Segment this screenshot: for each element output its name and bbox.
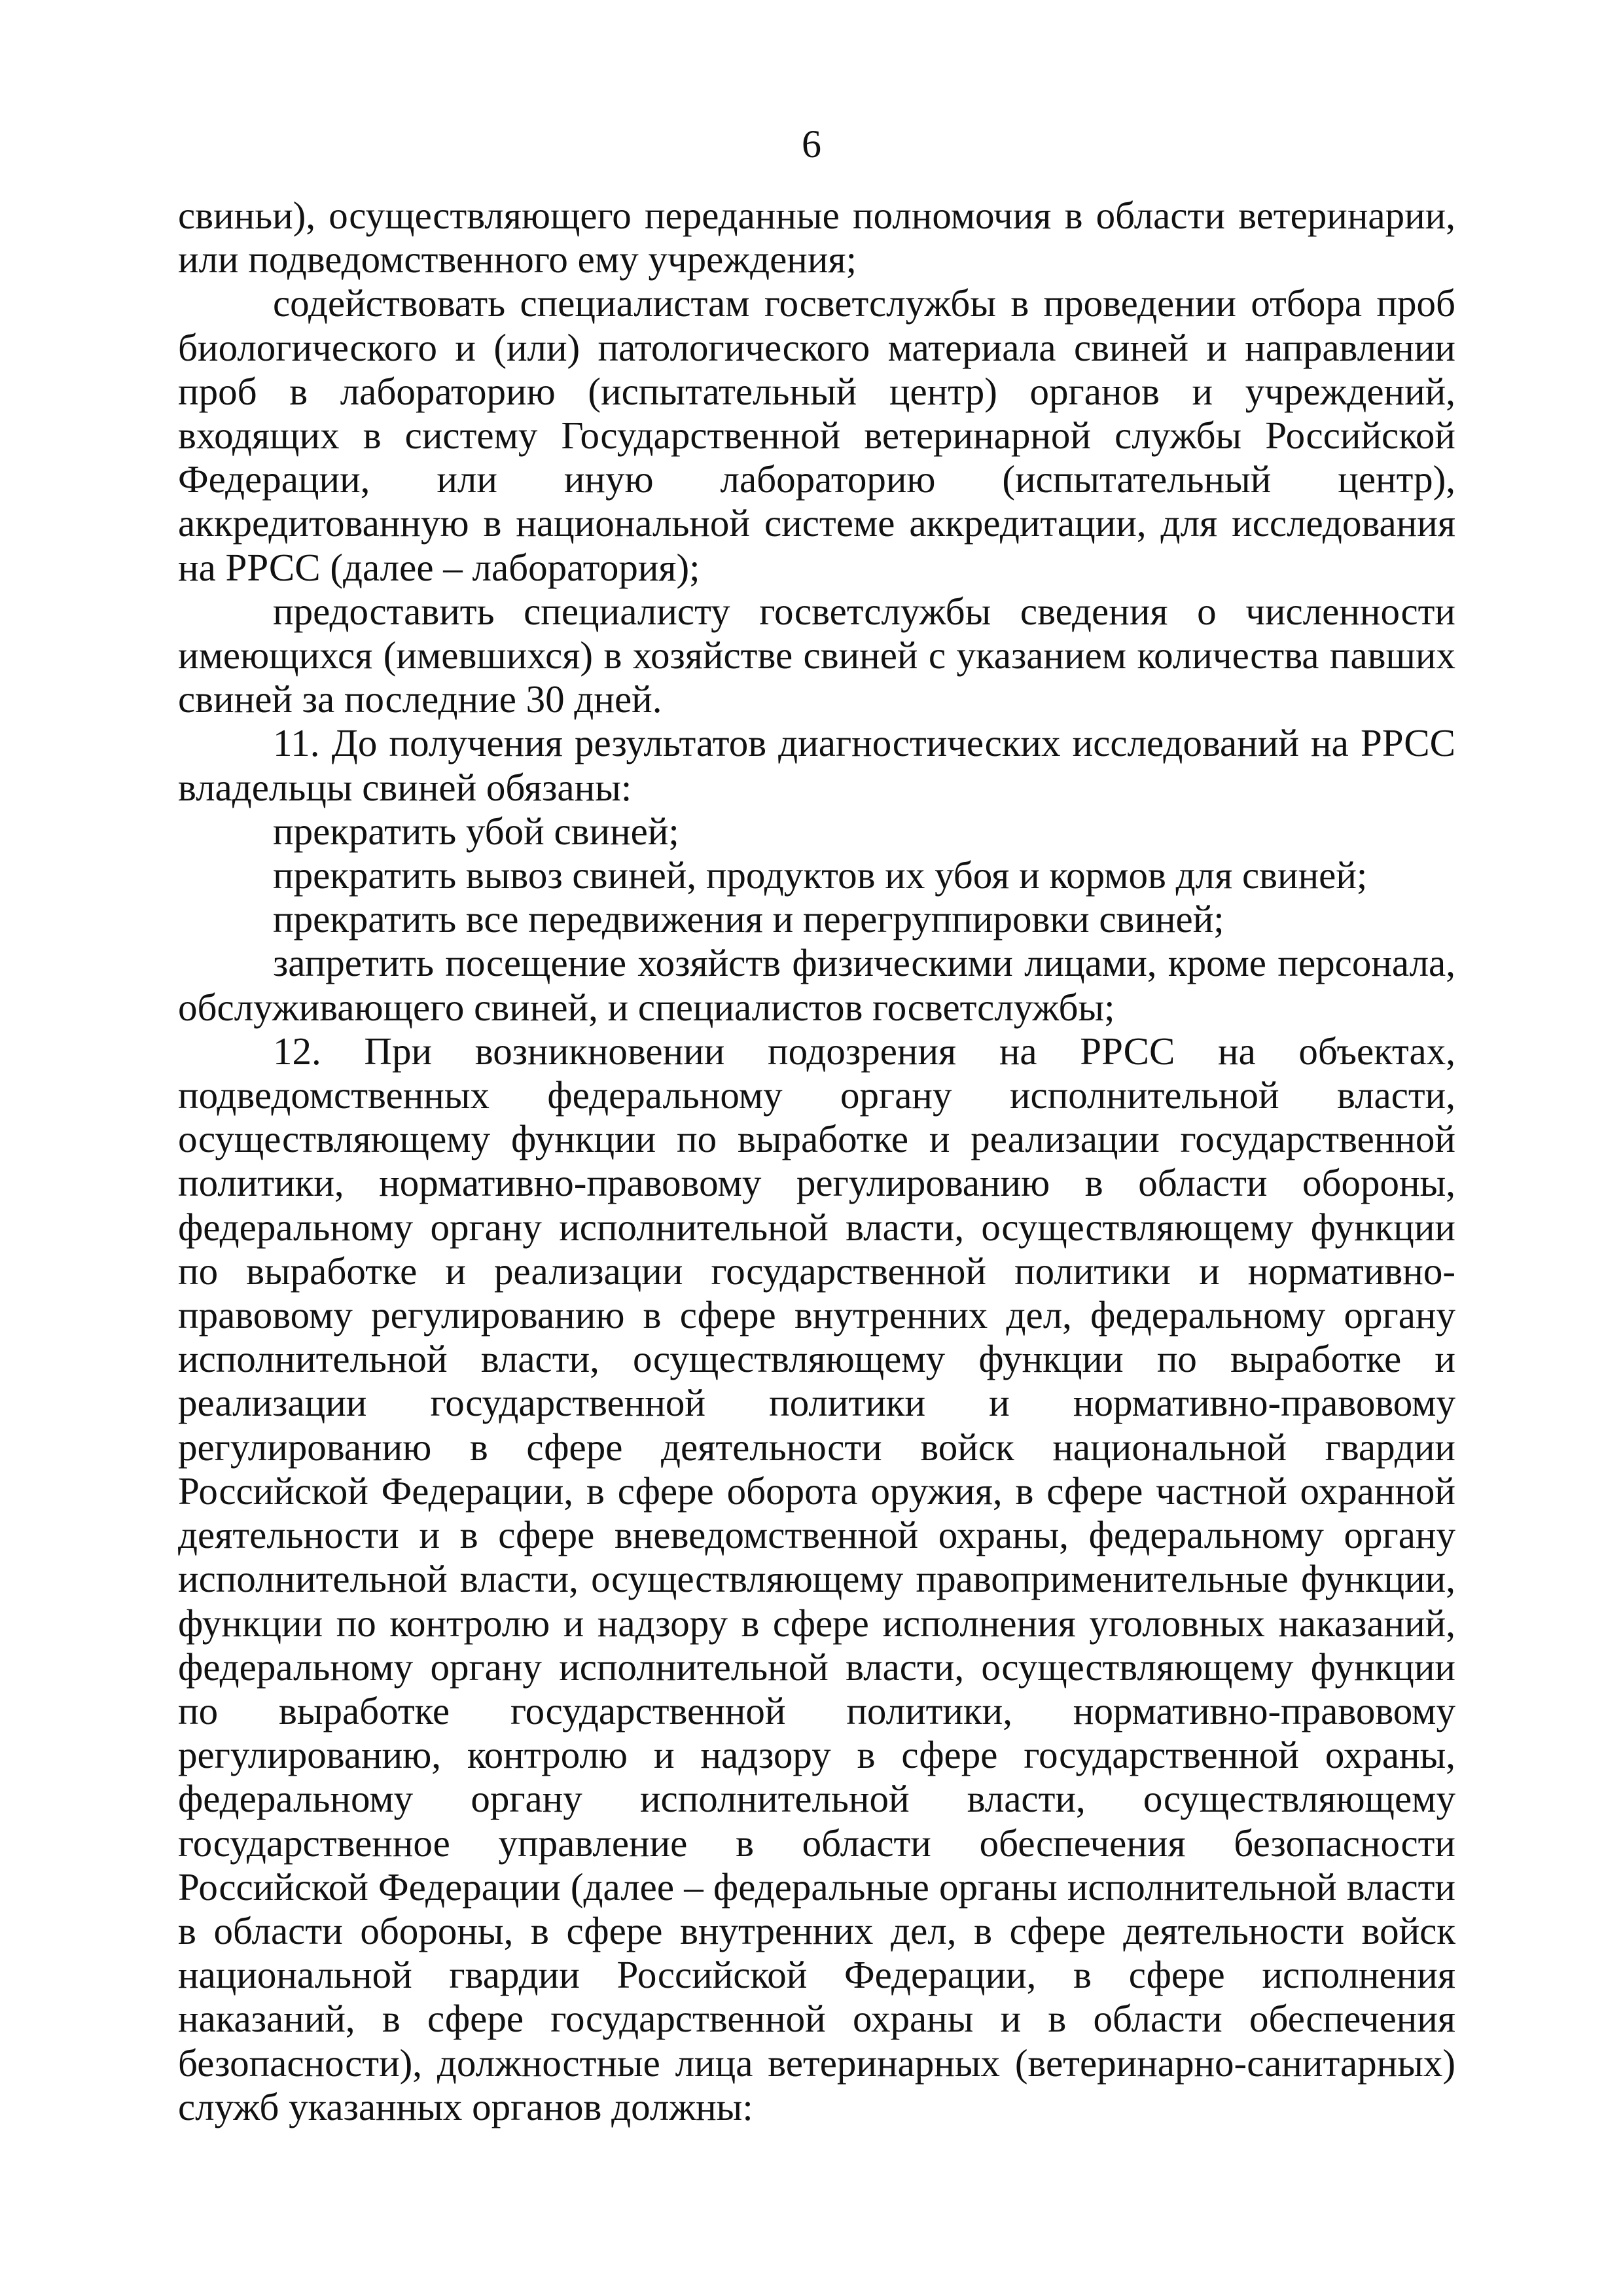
paragraph-assist-sampling: содействовать специалистам госветслужбы в проведении отбора проб биологического и (или) патологического материала свиней и направлении проб в лабораторию (испытательный центр) органов и учреждений, входящих в систему Государственной ветеринарной службы Российской Федерации, или иную лабораторию (испытательный центр), аккредитованную в национальной системе аккредитации, для исследования на РРСС (далее – лаборатория); — [178, 281, 1455, 589]
paragraph-prohibit-visits: запретить посещение хозяйств физическими лицами, кроме персонала, обслуживающего свиней, и специалистов госветслужбы; — [178, 941, 1455, 1029]
paragraph-item-11: 11. До получения результатов диагностических исследований на РРСС владельцы свиней обязаны: — [178, 721, 1455, 809]
paragraph-item-12: 12. При возникновении подозрения на РРСС на объектах, подведомственных федеральному органу исполнительной власти, осуществляющему функции по выработке и реализации государственной политики, нормативно-правовому регулированию в области обороны, федеральному органу исполнительной власти, осуществляющему функции по выработке и реализации государственной политики и нормативно-правовому регулированию в сфере внутренних дел, федеральному органу исполнительной власти, осуществляющему функции по выработке и реализации государственной политики и нормативно-правовому регулированию в сфере деятельности войск национальной гвардии Российской Федерации, в сфере оборота оружия, в сфере частной охранной деятельности и в сфере вневедомственной охраны, федеральному органу исполнительной власти, осуществляющему правоприменительные функции, функции по контролю и надзору в сфере исполнения уголовных наказаний, федеральному органу исполнительной власти, осуществляющему функции по выработке государственной политики, нормативно-правовому регулированию, контролю и надзору в сфере государственной охраны, федеральному органу исполнительной власти, осуществляющему государственное управление в области обеспечения безопасности Российской Федерации (далее – федеральные органы исполнительной власти в области обороны, в сфере внутренних дел, в сфере деятельности войск национальной гвардии Российской Федерации, в сфере исполнения наказаний, в сфере государственной охраны и в области обеспечения безопасности), должностные лица ветеринарных (ветеринарно-санитарных) служб указанных органов должны: — [178, 1029, 1455, 2128]
page-number: 6 — [802, 122, 821, 166]
document-body — [178, 194, 1455, 2129]
paragraph-continuation: свиньи), осуществляющего переданные полномочия в области ветеринарии, или подведомственного ему учреждения; — [178, 194, 1455, 281]
paragraph-stop-slaughter: прекратить убой свиней; — [273, 809, 679, 853]
paragraph-stop-export: прекратить вывоз свиней, продуктов их убоя и кормов для свиней; — [273, 853, 1368, 897]
paragraph-stop-movement: прекратить все передвижения и перегруппировки свиней; — [273, 897, 1224, 941]
paragraph-provide-info: предоставить специалисту госветслужбы сведения о численности имеющихся (имевшихся) в хозяйстве свиней с указанием количества павших свиней за последние 30 дней. — [178, 589, 1455, 721]
